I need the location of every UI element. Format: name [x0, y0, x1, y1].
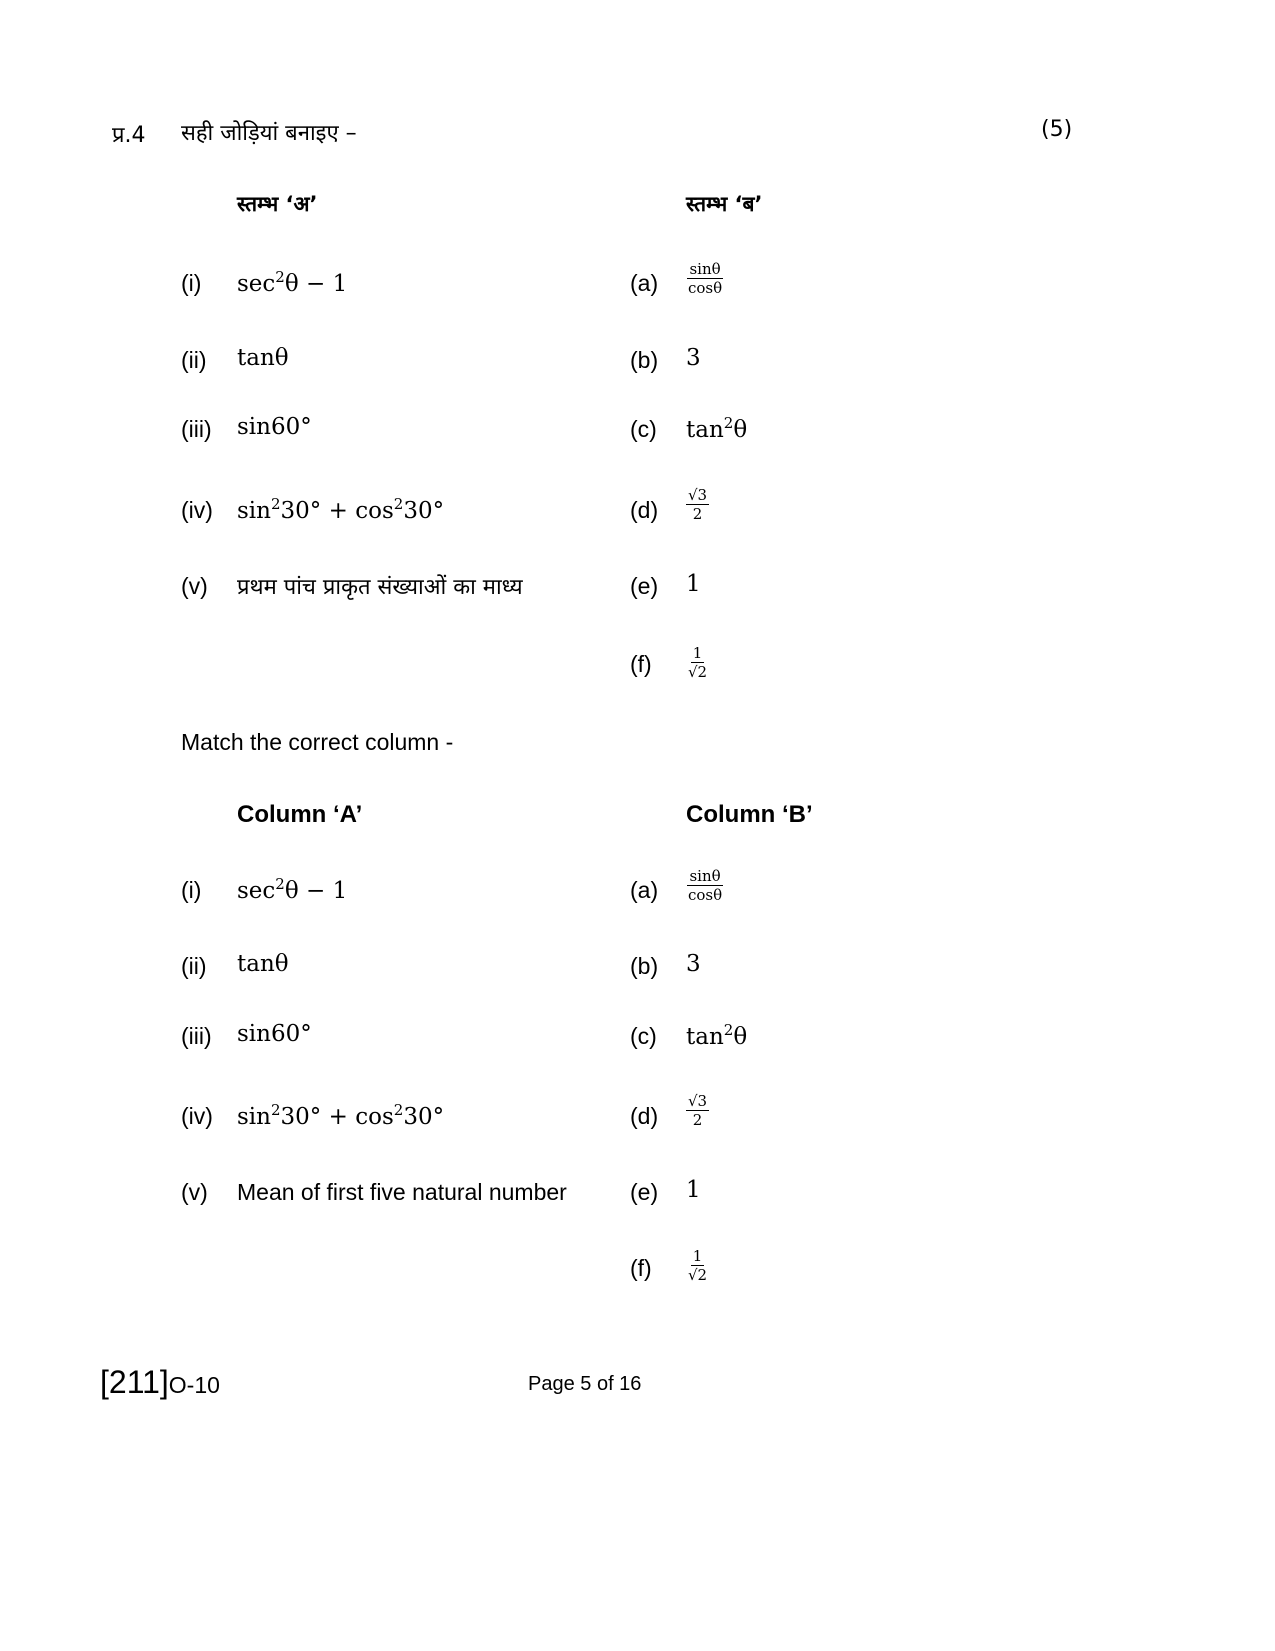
question-number: प्र.4	[112, 123, 146, 148]
label-b-f-en: (f)	[630, 1255, 652, 1281]
label-b-a: (a)	[630, 270, 659, 296]
label-b-f: (f)	[630, 651, 652, 677]
label-a-i: (i)	[181, 270, 202, 296]
paper-code: [211]O-10	[100, 1364, 220, 1400]
label-b-e-en: (e)	[630, 1179, 659, 1205]
label-a-i-en: (i)	[181, 877, 202, 903]
label-b-e: (e)	[630, 573, 659, 599]
label-b-c-en: (c)	[630, 1023, 657, 1049]
item-b-d-root3-over-2: $\frac{√3}{2}$	[688, 486, 708, 523]
column-a-header-hindi: स्तम्भ ‘अ’	[237, 192, 318, 216]
item-b-c-tan2theta-en: $\tan^2\theta$	[686, 1021, 748, 1050]
column-b-header-english: Column ‘B’	[686, 801, 813, 828]
item-a-v-english-text: Mean of first five natural number	[237, 1179, 567, 1205]
label-b-a-en: (a)	[630, 877, 659, 903]
page-number: Page 5 of 16	[528, 1373, 642, 1395]
item-a-v-hindi-text: प्रथम पांच प्राकृत संख्याओं का माध्य	[237, 575, 523, 600]
question-marks: (5)	[1041, 117, 1073, 142]
item-a-i-sec2theta-minus-1-en: $\sec^2\theta - 1$	[237, 875, 348, 904]
item-a-ii-tantheta-en: tanθ	[237, 951, 289, 977]
item-a-ii-tantheta: tanθ	[237, 345, 289, 371]
item-a-iii-sin60: sin60°	[237, 414, 312, 440]
question-title-english: Match the correct column -	[181, 729, 454, 755]
column-b-header-hindi: स्तम्भ ‘ब’	[686, 192, 763, 216]
item-b-b-three-en: 3	[686, 951, 701, 977]
item-b-a-sin-over-cos-en: $\frac{\sin\theta}{\cos\theta}$	[688, 867, 723, 904]
label-a-iii: (iii)	[181, 416, 212, 442]
label-b-b: (b)	[630, 347, 659, 373]
label-a-v-en: (v)	[181, 1179, 208, 1205]
label-a-iv: (iv)	[181, 497, 213, 523]
item-b-f-one-over-root2: $\frac{1}{√2}$	[688, 644, 708, 681]
question-title-hindi: सही जोड़ियां बनाइए –	[181, 121, 357, 146]
item-a-i-sec2theta-minus-1: $\sec^2\theta - 1$	[237, 268, 348, 297]
item-b-f-one-over-root2-en: $\frac{1}{√2}$	[688, 1247, 708, 1284]
label-b-c: (c)	[630, 416, 657, 442]
label-a-v: (v)	[181, 573, 208, 599]
item-b-d-root3-over-2-en: $\frac{√3}{2}$	[688, 1092, 708, 1129]
label-a-iii-en: (iii)	[181, 1023, 212, 1049]
label-b-d-en: (d)	[630, 1103, 659, 1129]
label-b-b-en: (b)	[630, 953, 659, 979]
label-b-d: (d)	[630, 497, 659, 523]
label-a-ii: (ii)	[181, 347, 207, 373]
item-b-e-one-en: 1	[686, 1177, 701, 1203]
column-a-header-english: Column ‘A’	[237, 801, 363, 828]
item-b-e-one: 1	[686, 571, 701, 597]
item-a-iv-sin2-plus-cos2: $\sin^230^\circ + \cos^230^\circ$	[237, 495, 445, 524]
label-a-iv-en: (iv)	[181, 1103, 213, 1129]
label-a-ii-en: (ii)	[181, 953, 207, 979]
item-b-a-sin-over-cos: $\frac{\sin\theta}{\cos\theta}$	[688, 260, 723, 297]
item-a-iv-sin2-plus-cos2-en: $\sin^230^\circ + \cos^230^\circ$	[237, 1101, 445, 1130]
item-a-iii-sin60-en: sin60°	[237, 1021, 312, 1047]
item-b-b-three: 3	[686, 345, 701, 371]
item-b-c-tan2theta: $\tan^2\theta$	[686, 414, 748, 443]
